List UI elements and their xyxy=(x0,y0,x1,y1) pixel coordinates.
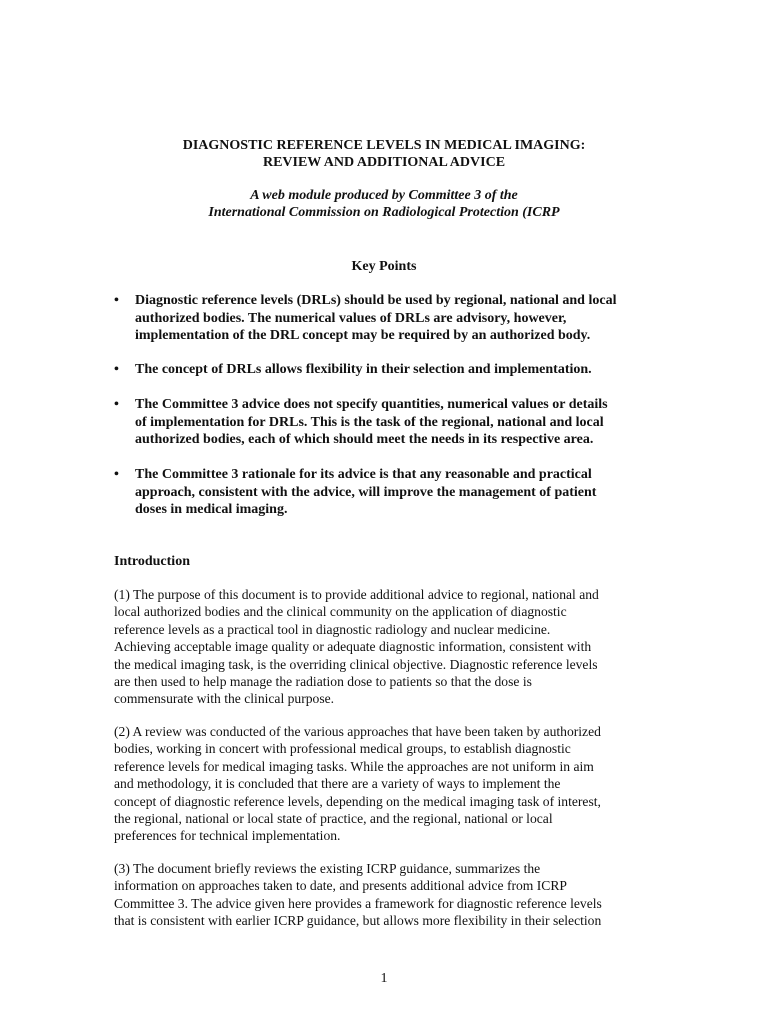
paragraph-line: preferences for technical implementation. xyxy=(114,828,341,844)
key-point-line: The Committee 3 advice does not specify quantities, numerical values or details xyxy=(135,397,608,412)
key-point-line: implementation of the DRL concept may be required by an authorized body. xyxy=(135,328,591,343)
paragraph-line: (1) The purpose of this document is to provide additional advice to regional, national and xyxy=(114,587,599,602)
paragraph-line: Committee 3. The advice given here provides a framework for diagnostic reference levels xyxy=(114,895,602,911)
key-point-text xyxy=(135,396,650,449)
bullet-icon: • xyxy=(114,467,119,482)
paragraph-line: reference levels for medical imaging tasks. While the approaches are not uniform in aim xyxy=(114,758,594,774)
bullet-icon: • xyxy=(114,362,119,377)
key-point-line: authorized bodies, each of which should meet the needs in its respective area. xyxy=(135,432,594,447)
bullet-icon: • xyxy=(114,397,119,412)
paragraph-3 xyxy=(114,860,634,930)
bullet-icon: • xyxy=(114,293,119,308)
paragraph-line: reference levels as a practical tool in diagnostic radiology and nuclear medicine. xyxy=(114,621,551,637)
paragraph-line: bodies, working in concert with professional medical groups, to establish diagnostic xyxy=(114,741,571,757)
key-points-heading: Key Points xyxy=(351,259,417,274)
key-point-line: authorized bodies. The numerical values of DRLs are advisory, however, xyxy=(135,310,567,326)
key-point-text xyxy=(135,466,650,519)
title-line-2: REVIEW AND ADDITIONAL ADVICE xyxy=(262,155,506,170)
paragraph-1 xyxy=(114,586,634,708)
paragraph-line: are then used to help manage the radiation dose to patients so that the dose is xyxy=(114,674,532,690)
introduction-heading: Introduction xyxy=(114,554,190,569)
paragraph-line: concept of diagnostic reference levels, depending on the medical imaging task of interest, xyxy=(114,793,601,809)
paragraph-line: (2) A review was conducted of the various approaches that have been taken by authorized xyxy=(114,724,601,739)
key-point-line: Diagnostic reference levels (DRLs) should be used by regional, national and local xyxy=(135,293,617,308)
paragraph-line: commensurate with the clinical purpose. xyxy=(114,691,335,707)
paragraph-line: local authorized bodies and the clinical community on the application of diagnostic xyxy=(114,604,567,620)
key-point-line: The Committee 3 rationale for its advice is that any reasonable and practical xyxy=(135,467,592,482)
paragraph-line: information on approaches taken to date, and presents additional advice from ICRP xyxy=(114,878,567,894)
key-point-line: approach, consistent with the advice, will improve the management of patient xyxy=(135,484,597,500)
paragraph-line: Achieving acceptable image quality or adequate diagnostic information, consistent with xyxy=(114,639,592,655)
document-subtitle xyxy=(0,187,768,221)
key-point-text xyxy=(135,361,650,379)
key-point-text xyxy=(135,292,650,345)
subtitle-line-1: A web module produced by Committee 3 of the xyxy=(250,188,518,203)
key-point-line: The concept of DRLs allows flexibility in their selection and implementation. xyxy=(135,362,592,377)
paragraph-2 xyxy=(114,723,634,845)
key-point-line: doses in medical imaging. xyxy=(135,502,288,517)
paragraph-line: that is consistent with earlier ICRP guidance, but allows more flexibility in their selection xyxy=(114,913,602,929)
paragraph-line: (3) The document briefly reviews the existing ICRP guidance, summarizes the xyxy=(114,861,541,876)
paragraph-line: the medical imaging task, is the overriding clinical objective. Diagnostic reference levels xyxy=(114,656,598,672)
page-number: 1 xyxy=(380,971,388,986)
paragraph-line: the regional, national or local state of practice, and the regional, national or local xyxy=(114,811,553,827)
paragraph-line: and methodology, it is concluded that there are a variety of ways to implement the xyxy=(114,776,561,792)
document-title xyxy=(0,137,768,171)
subtitle-line-2: International Commission on Radiological Protection (ICRP xyxy=(208,205,560,220)
key-point-line: of implementation for DRLs. This is the task of the regional, national and local xyxy=(135,414,604,430)
title-line-1: DIAGNOSTIC REFERENCE LEVELS IN MEDICAL IMAGING: xyxy=(182,138,586,153)
